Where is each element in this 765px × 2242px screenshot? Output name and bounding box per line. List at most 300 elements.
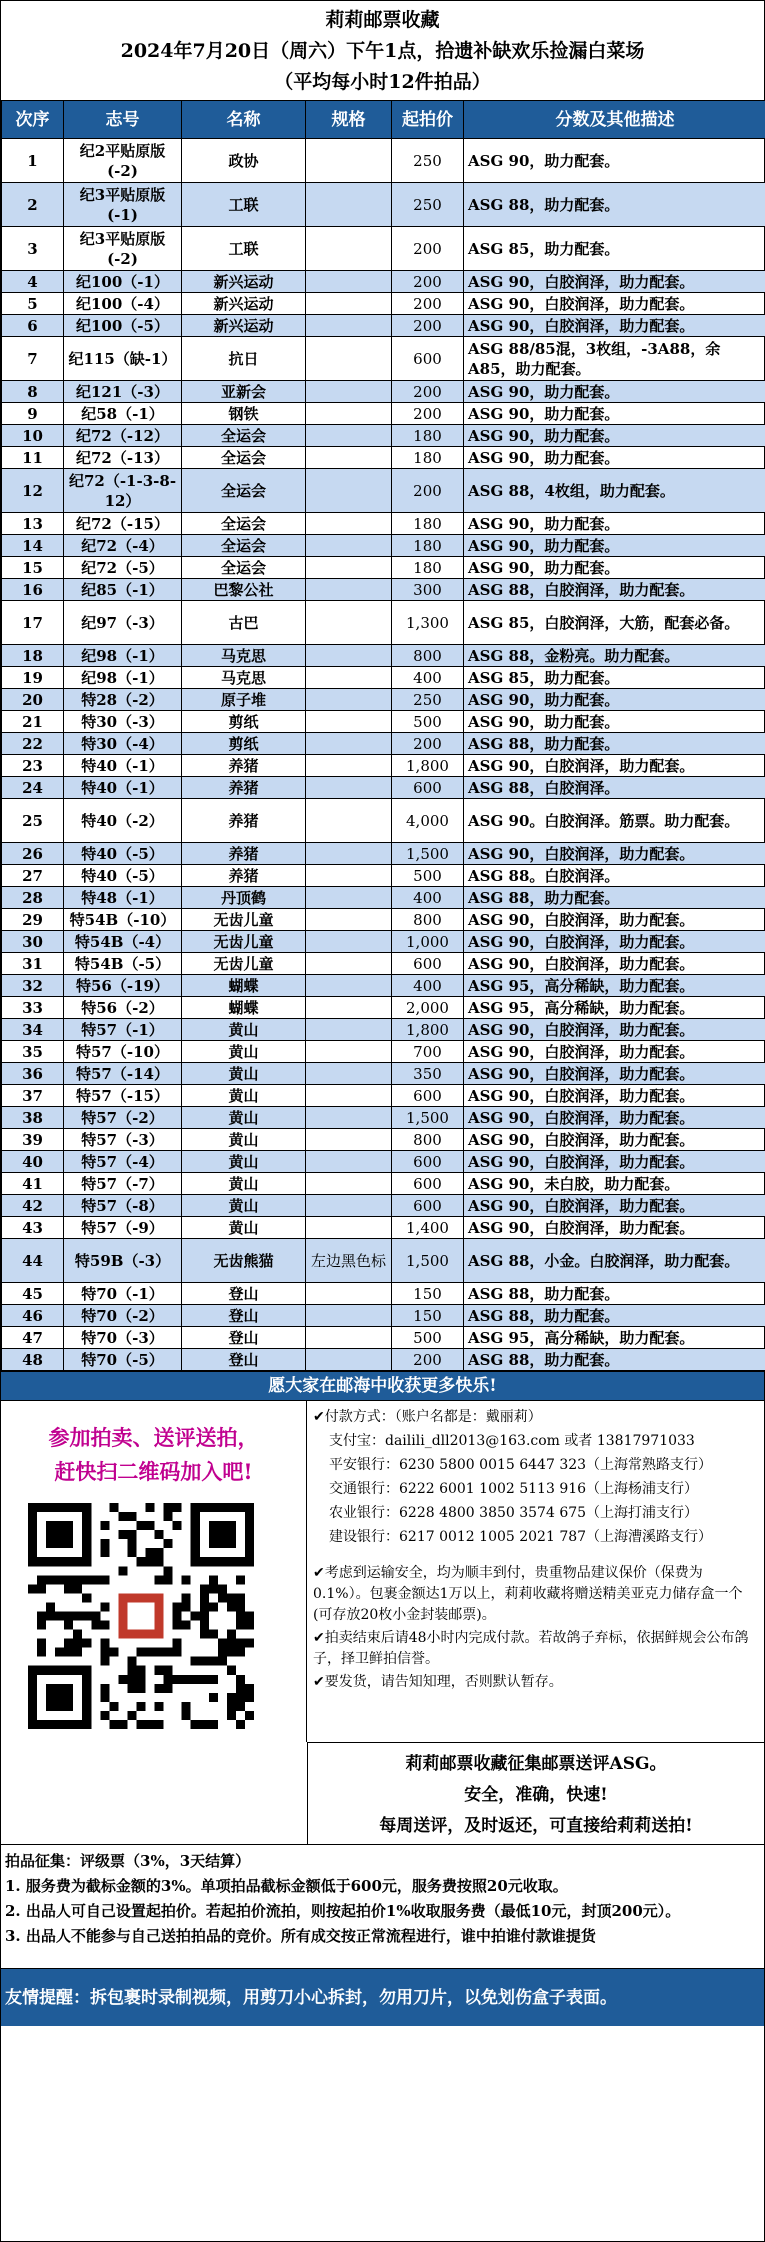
cell-price: 200 [392,469,464,513]
cell-name: 马克思 [182,667,306,689]
table-row [2,711,765,733]
cell-desc: ASG 90，助力配套。 [464,557,765,579]
cell-spec: 左边黑色标 [306,1239,392,1283]
cell-code: 纪98（-1） [64,667,182,689]
cell-price: 2,000 [392,997,464,1019]
cell-no: 22 [2,733,64,755]
cell-price: 200 [392,403,464,425]
invite-line-1: 参加拍卖、送评送拍， [48,1425,259,1450]
cell-price: 180 [392,425,464,447]
cell-desc: ASG 88，助力配套。 [464,733,765,755]
cell-spec [306,535,392,557]
cell-price: 180 [392,557,464,579]
cell-desc: ASG 85，助力配套。 [464,227,765,271]
cell-desc: ASG 90，白胶润泽，助力配套。 [464,1217,765,1239]
table-row [2,1085,765,1107]
cell-desc: ASG 90，白胶润泽，助力配套。 [464,315,765,337]
cell-price: 1,500 [392,1239,464,1283]
cell-spec [306,1041,392,1063]
cell-desc: ASG 88，金粉亮。助力配套。 [464,645,765,667]
cell-no: 25 [2,799,64,843]
cell-desc: ASG 95，高分稀缺，助力配套。 [464,997,765,1019]
cell-desc: ASG 90，白胶润泽，助力配套。 [464,1085,765,1107]
cell-spec [306,997,392,1019]
cell-name: 黄山 [182,1019,306,1041]
wish-banner: 愿大家在邮海中收获更多快乐! [1,1371,764,1400]
cell-name: 黄山 [182,1195,306,1217]
cell-price: 600 [392,1173,464,1195]
cell-code: 纪97（-3） [64,601,182,645]
grading-line-1: 莉莉邮票收藏征集邮票送评ASG。 [405,1754,667,1774]
cell-price: 200 [392,315,464,337]
cell-code: 纪3平贴原版(-1) [64,183,182,227]
table-row [2,271,765,293]
table-row [2,535,765,557]
cell-price: 4,000 [392,799,464,843]
cell-no: 18 [2,645,64,667]
cell-spec [306,733,392,755]
cell-name: 无齿熊猫 [182,1239,306,1283]
invite-text [1,1401,306,1489]
cell-price: 1,300 [392,601,464,645]
cell-name: 无齿儿童 [182,931,306,953]
cell-price: 1,800 [392,1019,464,1041]
cell-spec [306,1283,392,1305]
cell-desc: ASG 90，助力配套。 [464,139,765,183]
cell-code: 特40（-5） [64,865,182,887]
cell-price: 600 [392,1151,464,1173]
cell-no: 39 [2,1129,64,1151]
cell-spec [306,513,392,535]
cell-spec [306,953,392,975]
cell-desc: ASG 90，白胶润泽，助力配套。 [464,1129,765,1151]
cell-code: 特59B（-3） [64,1239,182,1283]
cell-spec [306,1173,392,1195]
cell-name: 黄山 [182,1107,306,1129]
cell-price: 180 [392,535,464,557]
cell-no: 13 [2,513,64,535]
payment-bank: 交通银行：6222 6001 1002 5113 916（上海杨浦支行） [329,1481,699,1497]
cell-spec [306,887,392,909]
consignment-rule: 1. 服务费为截标金额的3%。单项拍品截标金额低于600元，服务费按照20元收取。 [5,1877,568,1895]
cell-spec [306,1063,392,1085]
cell-price: 400 [392,887,464,909]
cell-no: 15 [2,557,64,579]
cell-name: 巴黎公社 [182,579,306,601]
cell-name: 登山 [182,1305,306,1327]
cell-code: 特70（-1） [64,1283,182,1305]
cell-desc: ASG 90，白胶润泽，助力配套。 [464,1107,765,1129]
cell-spec [306,1129,392,1151]
consignment-head: 拍品征集：评级票（3%，3天结算） [5,1852,251,1870]
cell-price: 200 [392,381,464,403]
table-row [2,1217,765,1239]
cell-desc: ASG 90，助力配套。 [464,381,765,403]
cell-price: 150 [392,1283,464,1305]
cell-name: 全运会 [182,469,306,513]
cell-name: 养猪 [182,799,306,843]
cell-desc: ASG 90。白胶润泽。筋票。助力配套。 [464,799,765,843]
cell-desc: ASG 90，助力配套。 [464,689,765,711]
cell-spec [306,667,392,689]
invite-line-2: 赶快扫二维码加入吧! [54,1459,253,1484]
cell-spec [306,557,392,579]
cell-price: 150 [392,1305,464,1327]
info-section [1,1400,764,1742]
cell-desc: ASG 88，小金。白胶润泽，助力配套。 [464,1239,765,1283]
cell-spec [306,469,392,513]
cell-spec [306,425,392,447]
cell-spec [306,931,392,953]
table-row [2,1151,765,1173]
cell-no: 3 [2,227,64,271]
cell-no: 32 [2,975,64,997]
cell-code: 特40（-5） [64,843,182,865]
table-row [2,1239,765,1283]
cell-desc: ASG 90，助力配套。 [464,535,765,557]
cell-spec [306,777,392,799]
consignment-rule: 3. 出品人不能参与自己送拍拍品的竞价。所有成交按正常流程进行，谁中拍谁付款谁提货 [5,1927,596,1945]
table-row [2,1063,765,1085]
cell-name: 新兴运动 [182,293,306,315]
cell-spec [306,1151,392,1173]
cell-no: 20 [2,689,64,711]
title-rate-line: （平均每小时12件拍品） [274,71,491,93]
table-row [2,1107,765,1129]
cell-desc: ASG 95，高分稀缺，助力配套。 [464,1327,765,1349]
cell-name: 登山 [182,1349,306,1371]
cell-name: 黄山 [182,1085,306,1107]
table-row [2,1349,765,1371]
cell-no: 45 [2,1283,64,1305]
cell-desc: ASG 88。白胶润泽。 [464,865,765,887]
cell-code: 特70（-2） [64,1305,182,1327]
cell-price: 600 [392,1195,464,1217]
cell-desc: ASG 88/85混，3枚组，-3A88，余A85，助力配套。 [464,337,765,381]
table-row [2,667,765,689]
cell-code: 特57（-10） [64,1041,182,1063]
cell-price: 1,500 [392,1107,464,1129]
cell-code: 特40（-1） [64,777,182,799]
delivery-note: ✔要发货，请告知知理，否则默认暂存。 [313,1674,563,1690]
table-row [2,513,765,535]
payment-bank: 农业银行：6228 4800 3850 3574 675（上海打浦支行） [329,1505,699,1521]
friendly-reminder: 友情提醒：拆包裹时录制视频，用剪刀小心拆封，勿用刀片，以免划伤盒子表面。 [1,1968,764,2026]
cell-price: 200 [392,271,464,293]
cell-no: 6 [2,315,64,337]
cell-no: 19 [2,667,64,689]
payment-bank: 平安银行：6230 5800 0015 6447 323（上海常熟路支行） [329,1457,713,1473]
cell-name: 蝴蝶 [182,975,306,997]
cell-code: 纪72（-13） [64,447,182,469]
cell-desc: ASG 90，白胶润泽，助力配套。 [464,909,765,931]
table-row [2,447,765,469]
cell-price: 500 [392,1327,464,1349]
col-header-code: 志号 [64,101,182,139]
cell-no: 1 [2,139,64,183]
cell-price: 400 [392,667,464,689]
cell-no: 35 [2,1041,64,1063]
cell-desc: ASG 90，白胶润泽，助力配套。 [464,1063,765,1085]
cell-price: 600 [392,1085,464,1107]
table-row [2,601,765,645]
cell-code: 纪85（-1） [64,579,182,601]
cell-code: 特56（-19） [64,975,182,997]
cell-desc: ASG 90，助力配套。 [464,711,765,733]
col-header-price: 起拍价 [392,101,464,139]
cell-price: 800 [392,909,464,931]
cell-spec [306,183,392,227]
table-row [2,1195,765,1217]
cell-no: 40 [2,1151,64,1173]
cell-code: 纪72（-1-3-8-12） [64,469,182,513]
lot-table [1,100,765,1371]
table-row [2,557,765,579]
cell-desc: ASG 90，助力配套。 [464,447,765,469]
cell-desc: ASG 90，助力配套。 [464,403,765,425]
cell-no: 10 [2,425,64,447]
cell-spec [306,271,392,293]
cell-desc: ASG 90，助力配套。 [464,425,765,447]
cell-desc: ASG 90，白胶润泽，助力配套。 [464,953,765,975]
cell-code: 特57（-9） [64,1217,182,1239]
cell-desc: ASG 88，助力配套。 [464,1305,765,1327]
cell-no: 23 [2,755,64,777]
cell-desc: ASG 85，助力配套。 [464,667,765,689]
cell-name: 黄山 [182,1173,306,1195]
grading-box [307,1742,764,1844]
cell-name: 抗日 [182,337,306,381]
cell-desc: ASG 90，助力配套。 [464,513,765,535]
cell-price: 300 [392,579,464,601]
cell-name: 工联 [182,183,306,227]
cell-code: 特40（-2） [64,799,182,843]
cell-spec [306,755,392,777]
cell-desc: ASG 88，助力配套。 [464,1283,765,1305]
cell-code: 特54B（-4） [64,931,182,953]
table-row [2,1173,765,1195]
table-row [2,887,765,909]
payment-bank: 建设银行：6217 0012 1005 2021 787（上海漕溪路支行） [329,1529,713,1545]
cell-no: 4 [2,271,64,293]
cell-no: 14 [2,535,64,557]
cell-price: 350 [392,1063,464,1085]
shipping-note: ✔考虑到运输安全，均为顺丰到付，贵重物品建议保价（保费为0.1%）。包裹金额达1万以上，莉莉收藏将赠送精美亚克力储存盒一个(可存放20枚小金封装邮票)。 [313,1565,743,1623]
cell-spec [306,1349,392,1371]
title-date-line: 2024年7月20日（周六）下午1点，拾遗补缺欢乐捡漏白菜场 [120,40,645,62]
cell-price: 400 [392,975,464,997]
cell-price: 500 [392,711,464,733]
cell-spec [306,139,392,183]
table-row [2,799,765,843]
table-row [2,733,765,755]
cell-price: 200 [392,733,464,755]
table-row [2,909,765,931]
table-row [2,139,765,183]
table-row [2,645,765,667]
col-header-name: 名称 [182,101,306,139]
cell-no: 2 [2,183,64,227]
table-row [2,183,765,227]
cell-code: 纪98（-1） [64,645,182,667]
consignment-section [1,1844,764,1968]
table-row [2,425,765,447]
cell-desc: ASG 90，白胶润泽，助力配套。 [464,293,765,315]
table-row [2,689,765,711]
cell-name: 丹顶鹤 [182,887,306,909]
cell-code: 特57（-8） [64,1195,182,1217]
grading-line-3: 每周送评，及时返还，可直接给莉莉送拍! [379,1816,693,1836]
cell-spec [306,403,392,425]
cell-name: 全运会 [182,513,306,535]
cell-code: 特30（-3） [64,711,182,733]
lot-table-body [2,139,765,1371]
cell-name: 剪纸 [182,733,306,755]
cell-desc: ASG 88，白胶润泽，助力配套。 [464,579,765,601]
cell-name: 工联 [182,227,306,271]
cell-no: 26 [2,843,64,865]
cell-spec [306,381,392,403]
qr-code-icon[interactable] [21,1503,261,1729]
cell-price: 600 [392,953,464,975]
cell-no: 12 [2,469,64,513]
cell-no: 30 [2,931,64,953]
table-row [2,579,765,601]
cell-no: 11 [2,447,64,469]
table-row [2,293,765,315]
table-row [2,337,765,381]
cell-spec [306,601,392,645]
cell-no: 5 [2,293,64,315]
cell-code: 特54B（-10） [64,909,182,931]
cell-code: 特48（-1） [64,887,182,909]
cell-name: 养猪 [182,865,306,887]
cell-price: 200 [392,293,464,315]
cell-code: 特57（-15） [64,1085,182,1107]
cell-no: 33 [2,997,64,1019]
cell-spec [306,689,392,711]
cell-name: 全运会 [182,425,306,447]
cell-code: 纪72（-5） [64,557,182,579]
cell-price: 250 [392,183,464,227]
cell-desc: ASG 88，助力配套。 [464,887,765,909]
cell-price: 180 [392,513,464,535]
table-row [2,1283,765,1305]
cell-desc: ASG 90，白胶润泽，助力配套。 [464,843,765,865]
cell-spec [306,1217,392,1239]
cell-desc: ASG 95，高分稀缺，助力配套。 [464,975,765,997]
col-header-spec: 规格 [306,101,392,139]
consignment-rule: 2. 出品人可自己设置起拍价。若起拍价流拍，则按起拍价1%收取服务费（最低10元，封顶200元）。 [5,1902,681,1920]
cell-no: 36 [2,1063,64,1085]
cell-name: 蝴蝶 [182,997,306,1019]
cell-name: 养猪 [182,843,306,865]
payment-alipay: 支付宝：dailili_dll2013@163.com 或者 13817971033 [329,1433,695,1449]
cell-code: 特57（-2） [64,1107,182,1129]
cell-name: 黄山 [182,1041,306,1063]
cell-code: 特28（-2） [64,689,182,711]
cell-code: 纪72（-15） [64,513,182,535]
cell-no: 41 [2,1173,64,1195]
cell-spec [306,1195,392,1217]
cell-desc: ASG 88，4枚组，助力配套。 [464,469,765,513]
cell-code: 特57（-4） [64,1151,182,1173]
cell-desc: ASG 90，白胶润泽，助力配套。 [464,931,765,953]
cell-spec [306,865,392,887]
cell-desc: ASG 90，白胶润泽，助力配套。 [464,1041,765,1063]
table-row [2,1019,765,1041]
table-row [2,1305,765,1327]
cell-name: 登山 [182,1327,306,1349]
table-header-row [2,101,765,139]
cell-price: 800 [392,645,464,667]
cell-spec [306,337,392,381]
cell-no: 21 [2,711,64,733]
table-row [2,777,765,799]
cell-no: 48 [2,1349,64,1371]
cell-code: 纪3平贴原版(-2) [64,227,182,271]
cell-no: 47 [2,1327,64,1349]
cell-price: 180 [392,447,464,469]
cell-spec [306,799,392,843]
cell-name: 养猪 [182,755,306,777]
table-row [2,865,765,887]
cell-price: 1,400 [392,1217,464,1239]
cell-desc: ASG 88，助力配套。 [464,183,765,227]
cell-no: 8 [2,381,64,403]
cell-spec [306,227,392,271]
cell-name: 钢铁 [182,403,306,425]
cell-desc: ASG 90，未白胶，助力配套。 [464,1173,765,1195]
cell-code: 纪100（-1） [64,271,182,293]
cell-name: 原子堆 [182,689,306,711]
cell-no: 34 [2,1019,64,1041]
cell-spec [306,1305,392,1327]
cell-spec [306,1085,392,1107]
cell-name: 全运会 [182,557,306,579]
cell-no: 24 [2,777,64,799]
cell-price: 1,500 [392,843,464,865]
cell-spec [306,315,392,337]
cell-no: 17 [2,601,64,645]
cell-no: 44 [2,1239,64,1283]
cell-spec [306,293,392,315]
cell-no: 28 [2,887,64,909]
cell-spec [306,975,392,997]
cell-code: 特57（-3） [64,1129,182,1151]
cell-name: 马克思 [182,645,306,667]
cell-code: 特70（-5） [64,1349,182,1371]
table-row [2,843,765,865]
cell-code: 纪100（-4） [64,293,182,315]
cell-code: 纪100（-5） [64,315,182,337]
payment-panel [307,1401,764,1742]
cell-code: 纪58（-1） [64,403,182,425]
cell-code: 纪2平贴原版(-2) [64,139,182,183]
cell-no: 16 [2,579,64,601]
cell-spec [306,909,392,931]
table-row [2,227,765,271]
table-row [2,1129,765,1151]
col-header-no: 次序 [2,101,64,139]
cell-code: 纪115（缺-1） [64,337,182,381]
cell-spec [306,1019,392,1041]
cell-no: 46 [2,1305,64,1327]
cell-no: 9 [2,403,64,425]
cell-code: 特56（-2） [64,997,182,1019]
cell-code: 特57（-14） [64,1063,182,1085]
cell-spec [306,447,392,469]
